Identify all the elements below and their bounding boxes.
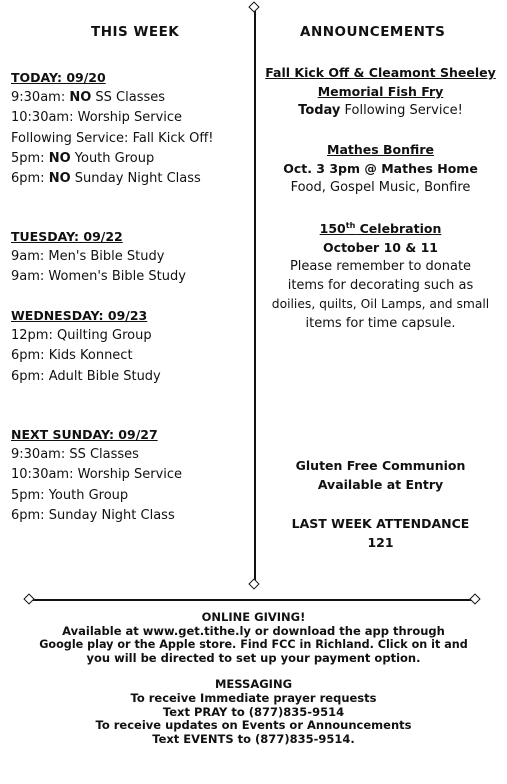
schedule-line: 9:30am: NO SS Classes [11,90,166,106]
celebration-dates: October 10 & 11 [323,240,438,256]
wednesday-title: WEDNESDAY: 09/23 [11,308,148,323]
bonfire-title: Mathes Bonfire [327,142,434,157]
fish-fry-time: Today Following Service! [298,103,463,118]
horizontal-divider [30,599,475,601]
next-sunday-title: NEXT SUNDAY: 09/27 [11,427,158,442]
online-giving-line: Google play or the Apple store. Find FCC in Richland. Click on it and [39,638,468,652]
this-week-heading: THIS WEEK [91,24,180,40]
celebration-title: 150th Celebration [319,221,442,237]
celebration-line: Please remember to donate [289,259,472,275]
communion-announcement [258,456,503,494]
attendance-value: 121 [367,535,394,550]
schedule-line: 10:30am: Worship Service [11,467,183,483]
next-sunday-section [11,425,182,526]
messaging-title: MESSAGING [214,677,293,692]
schedule-line: 5pm: NO Youth Group [11,150,155,166]
announcements-heading: ANNOUNCEMENTS [300,24,446,40]
online-giving-line: Available at www.get.tithe.ly or download the app through [62,623,445,638]
messaging-line: Text EVENTS to (877)835-9514. [152,731,355,746]
celebration-line: doilies, quilts, Oil Lamps, and small [271,297,490,312]
schedule-line: 9:30am: SS Classes [11,447,139,463]
schedule-line: 9am: Women's Bible Study [11,269,186,285]
online-giving-title: ONLINE GIVING! [201,610,306,624]
divider-right-ornament [469,593,480,604]
online-giving-line: you will be directed to set up your payment option. [86,650,421,665]
footer-info [0,611,507,746]
vertical-divider [254,8,256,584]
schedule-line: Following Service: Fall Kick Off! [11,130,214,146]
divider-top-ornament [248,1,259,12]
attendance-label: LAST WEEK ATTENDANCE [291,516,470,531]
schedule-line: 6pm: Kids Konnect [11,348,133,364]
schedule-line: 6pm: Adult Bible Study [11,368,161,384]
celebration-line: items for decorating such as [287,278,474,294]
messaging-block [0,678,507,746]
online-giving-block [0,611,507,665]
tuesday-title: TUESDAY: 09/22 [11,229,123,244]
bonfire-details: Food, Gospel Music, Bonfire [290,180,471,195]
fish-fry-title: Fall Kick Off & Cleamont Sheeley [265,65,496,80]
schedule-line: 10:30am: Worship Service [11,110,183,126]
divider-bottom-ornament [248,578,259,589]
fish-fry-title-2: Memorial Fish Fry [317,84,444,99]
messaging-line: To receive updates on Events or Announcements [95,718,412,733]
today-title: TODAY: 09/20 [11,70,106,85]
bonfire-announcement [258,140,503,197]
bonfire-when: Oct. 3 3pm @ Mathes Home [283,161,478,176]
attendance-block [258,514,503,552]
today-section [11,68,214,189]
schedule-line: 5pm: Youth Group [11,487,129,503]
fish-fry-announcement [258,63,503,120]
wednesday-section [11,306,161,387]
schedule-line: 6pm: NO Sunday Night Class [11,171,201,187]
schedule-line: 12pm: Quilting Group [11,328,152,344]
communion-line-2: Available at Entry [317,477,444,492]
communion-line-1: Gluten Free Communion [295,458,466,473]
messaging-line: Text PRAY to (877)835-9514 [162,704,345,719]
schedule-line: 9am: Men's Bible Study [11,249,165,265]
celebration-line: items for time capsule. [305,316,456,332]
divider-left-ornament [23,593,34,604]
celebration-announcement [258,216,503,333]
messaging-line: To receive Immediate prayer requests [130,690,377,705]
tuesday-section [11,227,186,288]
schedule-line: 6pm: Sunday Night Class [11,507,175,523]
